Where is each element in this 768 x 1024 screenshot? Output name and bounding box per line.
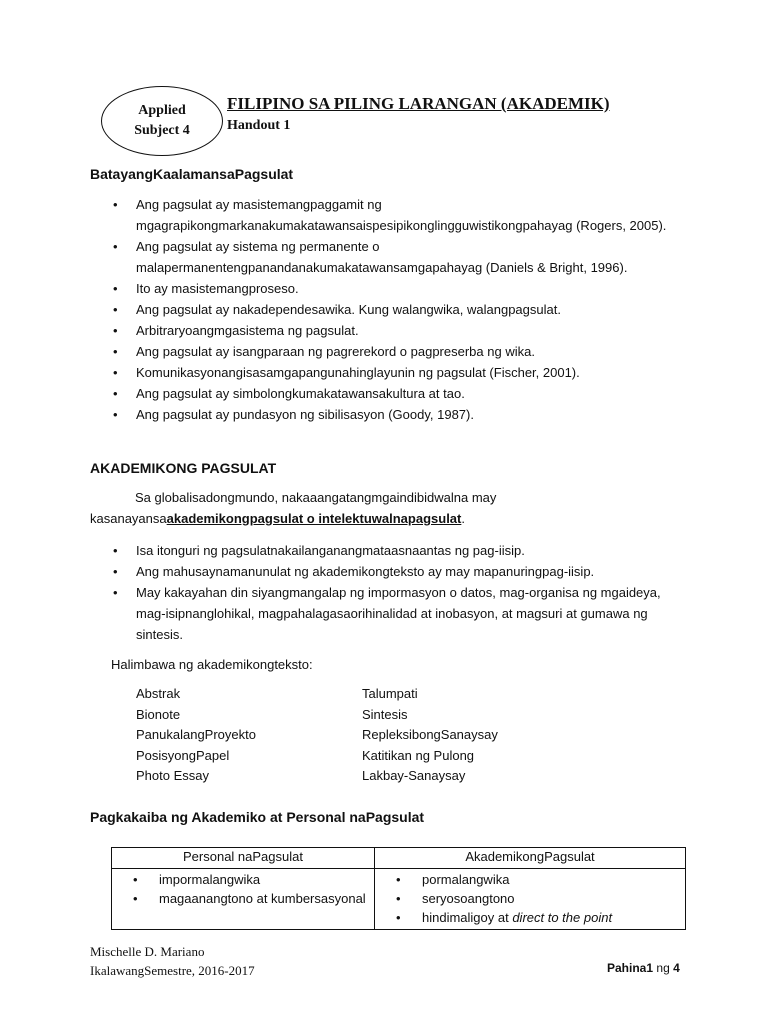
section-heading-pagkakaiba: Pagkakaiba ng Akademiko at Personal naPagsulat (90, 809, 425, 825)
page-current: 1 (646, 961, 654, 975)
batayang-kaalaman-list (111, 194, 686, 425)
badge-line-1: Applied (138, 103, 186, 118)
examples-right-column (362, 684, 498, 787)
example-item: Abstrak (136, 686, 181, 701)
list-item: • Ang pagsulat ay simbolongkumakatawansakultura at tao. (111, 383, 686, 404)
comparison-table (111, 847, 686, 930)
list-item: • Ang pagsulat ay sistema ng permanente o malapermanentengpanandanakumakatawansamgapahayag (Daniels & Bright, 1996). (111, 236, 686, 278)
examples-left-column (136, 684, 256, 787)
table-row (112, 869, 686, 930)
page-total: 4 (673, 961, 680, 975)
list-item: • Isa itonguri ng pagsulatnakailanganangmataasnaantas ng pag-iisip. (111, 540, 661, 561)
akademiko-intro-paragraph (90, 487, 690, 529)
example-item: PosisyongPapel (136, 747, 230, 763)
example-item: RepleksibongSanaysay (362, 727, 498, 742)
list-item-emphasis: direct to the point (512, 910, 613, 925)
example-item: Sintesis (362, 706, 408, 722)
document-subtitle: Handout 1 (227, 118, 291, 133)
table-cell-akademiko (375, 869, 686, 930)
list-item: • Arbitraryoangmgasistema ng pagsulat. (111, 320, 686, 341)
example-item: Katitikan ng Pulong (362, 747, 475, 763)
list-item: • Komunikasyonangisasamgapangunahinglayunin ng pagsulat (Fischer, 2001). (111, 362, 686, 383)
table-header-personal: Personal naPagsulat (112, 848, 375, 869)
list-item: • Ito ay masistemangproseso. (111, 278, 686, 299)
section-heading-akademikong-pagsulat: AKADEMIKONG PAGSULAT (90, 460, 277, 476)
list-item: • impormalangwika (112, 870, 374, 889)
list-item-start: hindimaligoy at (422, 910, 513, 925)
intro-line-2 (90, 508, 690, 529)
footer-semester: IkalawangSemestre, 2016-2017 (90, 963, 255, 978)
section-heading-batayang-kaalaman: BatayangKaalamansaPagsulat (90, 166, 294, 182)
intro-line-2-start: kasanayansa (90, 511, 167, 526)
example-item: PanukalangProyekto (136, 727, 256, 742)
list-item: • seryosoangtono (375, 889, 685, 908)
table-header-row (112, 848, 686, 869)
footer-left (90, 942, 255, 980)
list-item: • Ang pagsulat ay isangparaan ng pagrerekord o pagpreserba ng wika. (111, 341, 686, 362)
example-item: Photo Essay (136, 768, 209, 783)
table-cell-personal (112, 869, 375, 930)
list-item: • magaanangtono at kumbersasyonal (112, 889, 374, 908)
page-label: Pahina (607, 961, 647, 975)
badge-line-2: Subject 4 (134, 123, 190, 138)
examples-label: Halimbawa ng akademikongteksto: (111, 657, 313, 672)
example-item: Talumpati (362, 686, 418, 701)
list-item: • Ang pagsulat ay nakadependesawika. Kung walangwika, walangpagsulat. (111, 299, 686, 320)
intro-emphasis: akademikongpagsulat o intelektuwalnapagsulat (166, 511, 462, 526)
list-item: • Ang mahusaynamanunulat ng akademikongteksto ay may mapanuringpag-iisip. (111, 561, 661, 582)
list-item: • Ang pagsulat ay masistemangpaggamit ng mgagrapikongmarkanakumakatawansaispesipikonglingguwistikongpahayag (Rogers, 2005). (111, 194, 686, 236)
table-header-akademiko: AkademikongPagsulat (375, 848, 686, 869)
subject-badge (101, 86, 223, 156)
example-item: Bionote (136, 706, 181, 722)
intro-line-2-end: . (461, 511, 465, 526)
page-of: ng (656, 961, 670, 975)
example-item: Lakbay-Sanaysay (362, 768, 466, 783)
footer-author: Mischelle D. Mariano (90, 944, 205, 959)
list-item (375, 908, 685, 927)
list-item: • Ang pagsulat ay pundasyon ng sibilisasyon (Goody, 1987). (111, 404, 686, 425)
list-item: • pormalangwika (375, 870, 685, 889)
personal-list (112, 870, 374, 908)
page-number (607, 961, 680, 975)
document-title: FILIPINO SA PILING LARANGAN (AKADEMIK) (227, 94, 610, 113)
intro-line-1: Sa globalisadongmundo, nakaaangatangmgaindibidwalna may (135, 490, 497, 505)
akademikong-pagsulat-list (111, 540, 661, 645)
list-item: • May kakayahan din siyangmangalap ng impormasyon o datos, mag-organisa ng mgaideya, mag-isipnanglohikal, magpahalagasaorihinalidad at inobasyon, at magsuri at gumawa ng sintesis. (111, 582, 661, 645)
akademiko-list (375, 870, 685, 927)
